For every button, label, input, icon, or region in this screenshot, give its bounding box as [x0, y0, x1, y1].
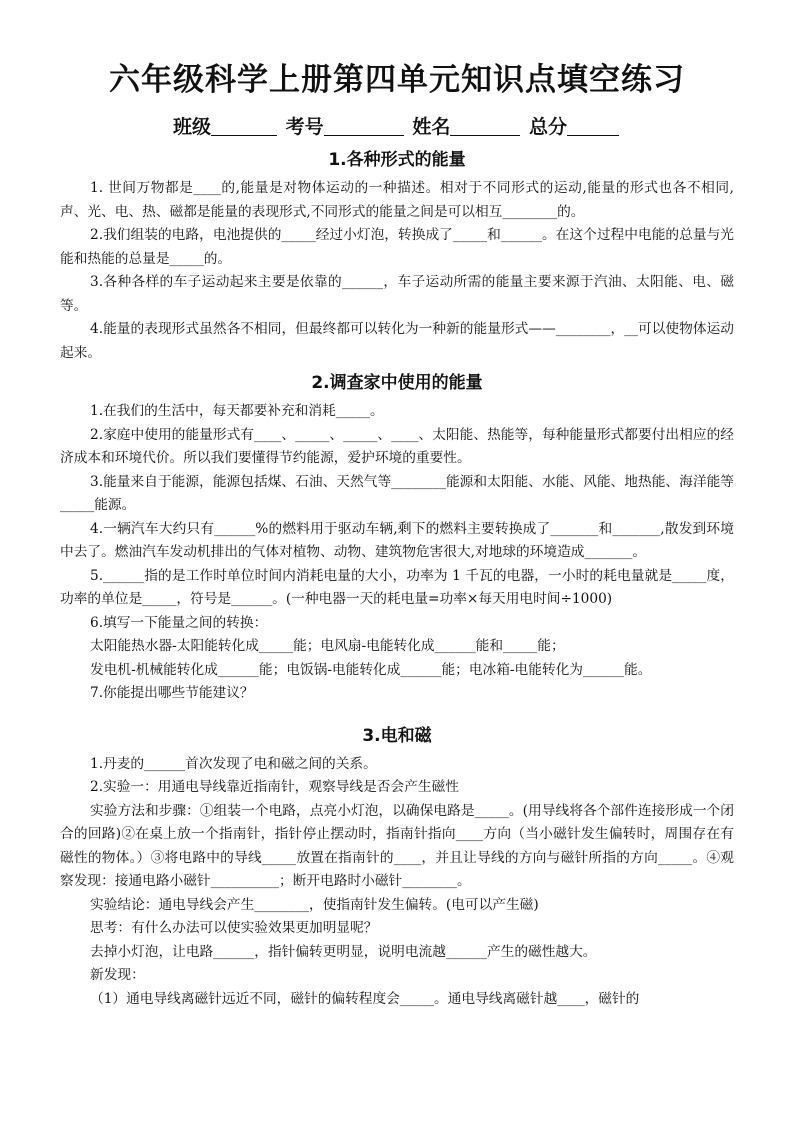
question-paragraph: 太阳能热水器-太阳能转化成_____能；电风扇-电能转化成______能和_____能；: [90, 638, 565, 654]
page-title: 六年级科学上册第四单元知识点填空练习: [109, 62, 685, 98]
section-heading-household-energy: 2.调查家中使用的能量: [311, 373, 483, 393]
question-paragraph: 新发现：: [90, 967, 145, 983]
info-blank-score[interactable]: [567, 115, 619, 136]
question-paragraph: 3.各种各样的车子运动起来主要是依靠的______，车子运动所需的能量主要来源于汽油、太阳能、电、磁等。: [60, 274, 734, 314]
section-household-energy: [60, 400, 734, 706]
info-blank-name[interactable]: [450, 115, 520, 136]
question-paragraph: 4.一辆汽车大约只有______%的燃料用于驱动车辆,剩下的燃料主要转换成了_______和_______,散发到环境中去了。燃油汽车发动机排出的气体对植物、动物、建筑物危害很大,对地球的环境造成_______。: [60, 520, 734, 560]
question-paragraph: 1. 世间万物都是____的,能量是对物体运动的一种描述。相对于不同形式的运动,能量的形式也各不相同,声、光、电、热、磁都是能量的表现形式,不同形式的能量之间是可以相互________的。: [60, 180, 734, 220]
question-paragraph: 思考：有什么办法可以使实验效果更加明显呢？: [90, 920, 378, 936]
info-blank-exam-number[interactable]: [324, 115, 404, 136]
section-heading-energy-forms: 1.各种形式的能量: [328, 150, 466, 170]
worksheet-page: [60, 58, 734, 1011]
question-paragraph: 2.实验一：用通电导线靠近指南针，观察导线是否会产生磁性: [90, 779, 459, 795]
info-label-score: 总分: [528, 116, 567, 138]
question-paragraph: 2.家庭中使用的能量形式有____、_____、_____、____、太阳能、热能等，每种能量形式都要付出相应的经济成本和环境代价。所以我们要懂得节约能源，爱护环境的重要性。: [60, 426, 734, 466]
section-energy-forms: [60, 177, 734, 365]
info-label-name: 姓名: [412, 116, 451, 138]
info-blank-class[interactable]: [211, 115, 277, 136]
question-paragraph: 7.你能提出哪些节能建议？: [90, 685, 254, 701]
question-paragraph: 1.在我们的生活中，每天都要补充和消耗_____。: [90, 403, 384, 419]
question-paragraph: 实验方法和步骤：①组装一个电路，点亮小灯泡，以确保电路是_____。(用导线将各个部件连接形成一个闭合的回路)②在桌上放一个指南针，指针停止摆动时，指南针指向____方向（当小磁针发生偏转时，周围存在有磁性的物体。）③将电路中的导线_____放置在指南针的____，并且让导线的方向与磁针所指的方向_____。④观察发现：接通电路小磁针__________；断开电路时小磁针________。: [60, 802, 734, 889]
question-paragraph: 发电机-机械能转化成______能；电饭锅-电能转化成______能；电冰箱-电能转化为______能。: [90, 661, 652, 678]
question-paragraph: （1）通电导线离磁针远近不同，磁针的偏转程度会_____。通电导线离磁针越____，磁针的: [90, 990, 640, 1007]
question-paragraph: 2.我们组装的电路，电池提供的_____经过小灯泡，转换成了_____和______。在这个过程中电能的总量与光能和热能的总量是_____的。: [60, 227, 734, 267]
info-label-class: 班级: [173, 116, 212, 138]
question-paragraph: 6.填写一下能量之间的转换：: [90, 614, 268, 631]
question-paragraph: 实验结论：通电导线会产生________，使指南针发生偏转。(电可以产生磁): [90, 896, 539, 913]
question-paragraph: 4.能量的表现形式虽然各不相同，但最终都可以转化为一种新的能量形式——________，__可以使物体运动起来。: [60, 321, 734, 361]
student-info-line: [60, 112, 734, 140]
question-paragraph: 3.能量来自于能源，能源包括煤、石油、天然气等________能源和太阳能、水能、风能、地热能、海洋能等_____能源。: [60, 473, 734, 513]
info-label-exam-number: 考号: [285, 116, 324, 138]
question-paragraph: 5.______指的是工作时单位时间内消耗电量的大小，功率为 1 千瓦的电器，一小时的耗电量就是_____度，功率的单位是_____，符号是______。(一种电器一天的耗电量=功率×每天用电时间÷1000): [60, 567, 734, 607]
section-heading-electricity-magnetism: 3.电和磁: [362, 725, 432, 746]
section-electricity-magnetism: [60, 753, 734, 1012]
question-paragraph: 去掉小灯泡，让电路______，指针偏转更明显，说明电流越______产生的磁性越大。: [90, 943, 597, 960]
question-paragraph: 1.丹麦的______首次发现了电和磁之间的关系。: [90, 755, 377, 772]
